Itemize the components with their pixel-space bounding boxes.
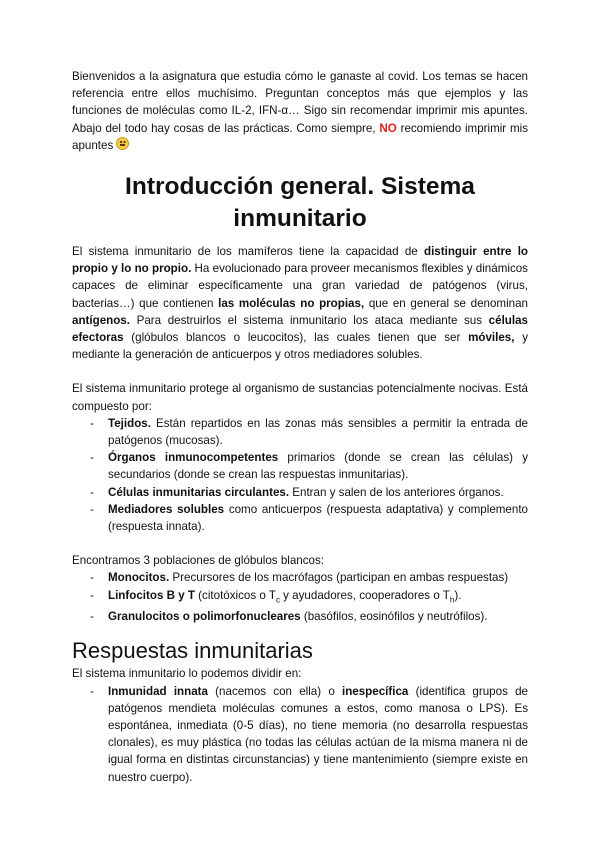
list-item [72,569,528,586]
text: El sistema inmunitario de los mamíferos tiene la capacidad de [72,245,424,259]
subscript: c [275,594,280,604]
paragraph-division: El sistema inmunitario lo podemos dividir en: [72,667,302,681]
subscript: h [449,594,455,604]
bold-text: Linfocitos B y T [108,588,195,602]
text: Precursores de los macrófagos (participan en ambas respuestas) [169,571,509,585]
text: como anticuerpos (respuesta adaptativa) y complemento (respuesta innata). [108,502,528,534]
dash: - [90,571,94,585]
text: Ha evolucionado para proveer mecanismos flexibles y dinámicos capaces de eliminar específicamente una gran variedad de patógenos (virus, bacterias…) que contienen [72,262,528,310]
dash: - [90,502,94,516]
list-item [72,608,528,625]
paragraph-populations: Encontramos 3 poblaciones de glóbulos blancos: [72,554,325,568]
text: (glóbulos blancos o leucocitos), las cuales tienen que ser [123,331,469,345]
text: Están repartidos en las zonas más sensibles a permitir la entrada de patógenos (mucosas). [108,416,528,448]
text: y mediante la generación de anticuerpos y otros mediadores solubles. [72,331,528,362]
bold-text: Órganos inmunocompetentes [108,451,279,465]
responses-list [72,683,528,786]
text: ). [454,588,462,602]
dash: - [90,588,94,602]
list-item [72,587,528,609]
list-item [72,683,528,786]
bold-text: Mediadores solubles [108,502,225,516]
no-emphasis: NO [379,121,397,135]
intro-text-end: recomiendo imprimir mis apuntes [72,121,529,152]
list-item [72,449,528,483]
text: y ayudadores, cooperadores o T [279,588,450,602]
text: (citotóxicos o T [194,588,276,602]
dash: - [90,684,94,698]
text: Entran y salen de los anteriores órganos. [289,485,504,499]
bold-text: Células inmunitarias circulantes. [108,485,290,499]
dash: - [90,416,94,430]
dash: - [90,610,94,624]
bold-text: las moléculas no propias, [218,296,365,310]
bold-text: móviles, [468,331,515,345]
document-page [72,68,528,786]
bold-text: distinguir entre lo propio y lo no propio. [72,245,528,276]
bold-text: Monocitos. [108,571,170,585]
text: primarios (donde se crean las células) y secundarios (donde se crean las respuestas inmunitarias). [108,451,528,482]
text: (nacemos con ella) o [207,684,342,698]
bold-text: inespecífica [341,684,409,698]
list-item [72,484,528,501]
bold-text: células efectoras [72,313,528,345]
text: Para destruirlos el sistema inmunitario los ataca mediante sus [129,313,489,327]
intro-text: Bienvenidos a la asignatura que estudia cómo le ganaste al covid. Los temas se hacen referencia entre ellos muchísimo. Preguntan conceptos más que ejemplos y las funciones de moléculas como IL-2, IFN-α… Sigo sin recomendar imprimir mis apuntes. Abajo del todo hay cosas de las prácticas. Como siempre, [72,70,528,135]
components-list [72,415,528,535]
list-item [72,501,528,535]
page-title: Introducción general. Sistema inmunitario [125,173,475,233]
bold-text: antígenos. [72,313,130,327]
bold-text: Granulocitos o polimorfonucleares [108,610,301,624]
text: que en general se denominan [364,296,528,310]
intro-paragraph [72,68,528,154]
paragraph-composition: El sistema inmunitario protege al organismo de sustancias potencialmente nocivas. Está compuesto por: [72,382,528,413]
dash: - [90,485,94,499]
dash: - [90,451,94,465]
bold-text: Inmunidad innata [108,684,208,698]
section-title-responses: Respuestas inmunitarias [72,638,313,664]
paragraph-intro-immune [72,243,528,363]
populations-list [72,569,528,625]
list-item [72,415,528,449]
text: (identifica grupos de patógenos mendieta moléculas comunes a estos, como manosa o LPS). Es espontánea, inmediata (0-5 días), no tiene memoria (no desarrolla respuestas clonales), es muy plástica (no todas las células actúan de la misma manera ni de igual forma en distintas circunstancias) y tiene mantenimiento (siempre existe en nuestro cuerpo). [108,684,528,784]
text: (basófilos, eosinófilos y neutrófilos). [300,610,488,624]
bold-text: Tejidos. [108,416,151,430]
intro-section [72,68,528,154]
slightly-smiling-face-icon [116,137,129,150]
